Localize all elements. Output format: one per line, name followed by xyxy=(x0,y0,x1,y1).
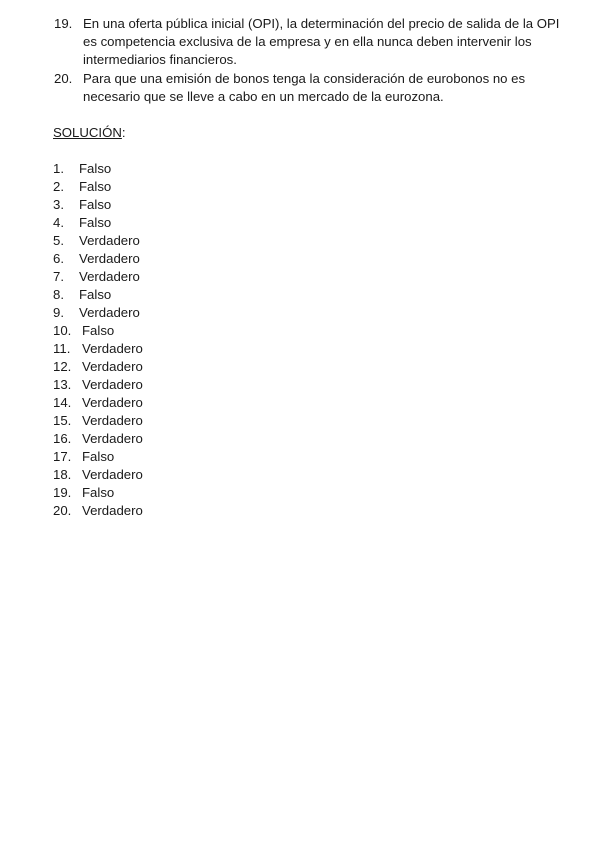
answer-number: 10. xyxy=(53,323,72,338)
answer-item xyxy=(53,196,143,214)
answer-value: Verdadero xyxy=(82,341,143,356)
answer-item xyxy=(53,376,143,394)
answer-item xyxy=(53,340,143,358)
answer-value: Verdadero xyxy=(82,359,143,374)
question-text: En una oferta pública inicial (OPI), la determinación del precio de salida de la OPI es competencia exclusiva de la empresa y en ella nunca deben intervenir los intermediarios financieros. xyxy=(83,16,560,67)
answer-item xyxy=(53,358,143,376)
answer-value: Verdadero xyxy=(82,413,143,428)
question-19 xyxy=(54,15,574,69)
answer-value: Falso xyxy=(79,161,112,176)
answer-value: Verdadero xyxy=(79,233,140,248)
answer-value: Verdadero xyxy=(82,503,143,518)
answer-number: 1. xyxy=(53,161,64,176)
answer-value: Falso xyxy=(82,323,115,338)
answer-number: 4. xyxy=(53,215,64,230)
question-20 xyxy=(54,70,574,106)
answer-value: Verdadero xyxy=(79,305,140,320)
answer-item xyxy=(53,412,143,430)
answer-item xyxy=(53,160,143,178)
answer-item xyxy=(53,250,143,268)
answer-item xyxy=(53,268,143,286)
answer-item xyxy=(53,448,143,466)
answer-value: Falso xyxy=(82,485,115,500)
answer-item xyxy=(53,430,143,448)
answer-number: 7. xyxy=(53,269,64,284)
question-number: 19. xyxy=(54,16,73,31)
answer-value: Falso xyxy=(79,179,112,194)
question-text: Para que una emisión de bonos tenga la consideración de eurobonos no es necesario que se lleve a cabo en un mercado de la eurozona. xyxy=(83,71,526,104)
answer-item xyxy=(53,214,143,232)
answer-number: 5. xyxy=(53,233,64,248)
answer-list xyxy=(53,160,143,520)
answer-value: Verdadero xyxy=(82,431,143,446)
answer-number: 8. xyxy=(53,287,64,302)
answer-value: Falso xyxy=(82,449,115,464)
solution-label: SOLUCIÓN xyxy=(53,125,122,140)
answer-number: 15. xyxy=(53,413,72,428)
answer-number: 13. xyxy=(53,377,72,392)
answer-value: Verdadero xyxy=(82,377,143,392)
solution-suffix: : xyxy=(121,125,126,140)
answer-value: Falso xyxy=(79,197,112,212)
answer-number: 3. xyxy=(53,197,64,212)
solution-heading xyxy=(53,124,126,142)
answer-item xyxy=(53,394,143,412)
answer-number: 18. xyxy=(53,467,72,482)
answer-number: 14. xyxy=(53,395,72,410)
answer-number: 9. xyxy=(53,305,64,320)
answer-number: 6. xyxy=(53,251,64,266)
answer-value: Verdadero xyxy=(82,395,143,410)
answer-item xyxy=(53,484,143,502)
answer-item xyxy=(53,286,143,304)
answer-value: Verdadero xyxy=(79,269,140,284)
question-number: 20. xyxy=(54,71,73,86)
answer-number: 20. xyxy=(53,503,72,518)
answer-item xyxy=(53,232,143,250)
answer-item xyxy=(53,322,143,340)
answer-value: Verdadero xyxy=(79,251,140,266)
answer-item xyxy=(53,178,143,196)
answer-number: 2. xyxy=(53,179,64,194)
answer-number: 17. xyxy=(53,449,72,464)
answer-item xyxy=(53,466,143,484)
answer-number: 16. xyxy=(53,431,72,446)
answer-number: 12. xyxy=(53,359,72,374)
answer-value: Verdadero xyxy=(82,467,143,482)
answer-item xyxy=(53,304,143,322)
answer-value: Falso xyxy=(79,287,112,302)
answer-value: Falso xyxy=(79,215,112,230)
answer-item xyxy=(53,502,143,520)
answer-number: 19. xyxy=(53,485,72,500)
answer-number: 11. xyxy=(53,341,71,356)
